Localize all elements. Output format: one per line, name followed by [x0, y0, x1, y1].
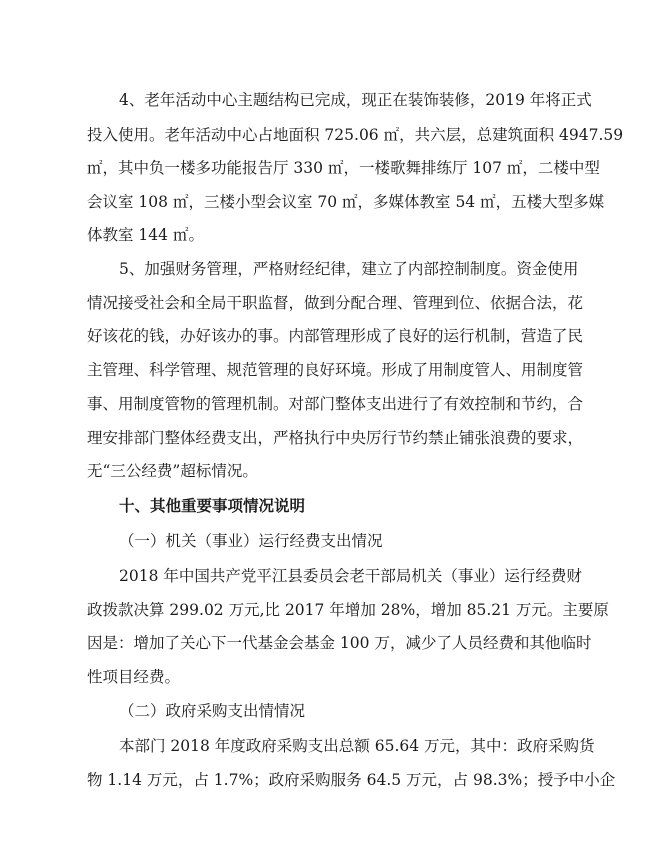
paragraph-5-line-1: 5、加强财务管理，严格财经纪律，建立了内部控制制度。资金使用 — [119, 260, 579, 278]
section-10-heading: 十、其他重要事项情况说明 — [119, 497, 306, 515]
paragraph-5-line-3: 好该花的钱，办好该办的事。内部管理形成了良好的运行机制，营造了民 — [87, 327, 584, 345]
paragraph-4-line-4: 会议室 108 ㎡，三楼小型会议室 70 ㎡，多媒体教室 54 ㎡，五楼大型多媒 — [87, 193, 605, 211]
paragraph-5-line-2: 情况接受社会和全局干职监督，做到分配合理、管理到位、依据合法，花 — [87, 294, 584, 312]
paragraph-4-line-2: 投入使用。老年活动中心占地面积 725.06 ㎡，共六层，总建筑面积 4947.59 — [87, 126, 624, 144]
subsection-1-line-2: 政拨款决算 299.02 万元,比 2017 年增加 28%，增加 85.21 万元。主要原 — [87, 601, 609, 619]
paragraph-5-line-5: 事、用制度管物的管理机制。对部门整体支出进行了有效控制和节约，合 — [87, 395, 584, 413]
paragraph-4-line-3: ㎡，其中负一楼多功能报告厅 330 ㎡，一楼歌舞排练厅 107 ㎡，二楼中型 — [87, 159, 600, 177]
paragraph-5-line-6: 理安排部门整体经费支出，严格执行中央厉行节约禁止铺张浪费的要求， — [87, 429, 584, 447]
subsection-1-line-1: 2018 年中国共产党平江县委员会老干部局机关（事业）运行经费财 — [119, 567, 582, 585]
subsection-2-line-2: 物 1.14 万元，占 1.7%；政府采购服务 64.5 万元，占 98.3%；授予中小企 — [87, 771, 616, 789]
subsection-2-line-1: 本部门 2018 年度政府采购支出总额 65.64 万元，其中：政府采购货 — [119, 737, 595, 755]
subsection-1-line-3: 因是：增加了关心下一代基金会基金 100 万，减少了人员经费和其他临时 — [87, 634, 592, 652]
paragraph-5-line-4: 主管理、科学管理、规范管理的良好环境。形成了用制度管人、用制度管 — [87, 361, 584, 379]
subsection-1-title: （一）机关（事业）运行经费支出情况 — [119, 532, 383, 550]
paragraph-4-line-5: 体教室 144 ㎡。 — [87, 226, 204, 244]
subsection-2-title: （二）政府采购支出情情况 — [119, 702, 306, 720]
paragraph-5-line-7: 无“三公经费”超标情况。 — [87, 462, 258, 480]
subsection-1-line-4: 性项目经费。 — [87, 668, 181, 686]
paragraph-4-line-1: 4、老年活动中心主题结构已完成，现正在装饰装修，2019 年将正式 — [119, 91, 592, 109]
